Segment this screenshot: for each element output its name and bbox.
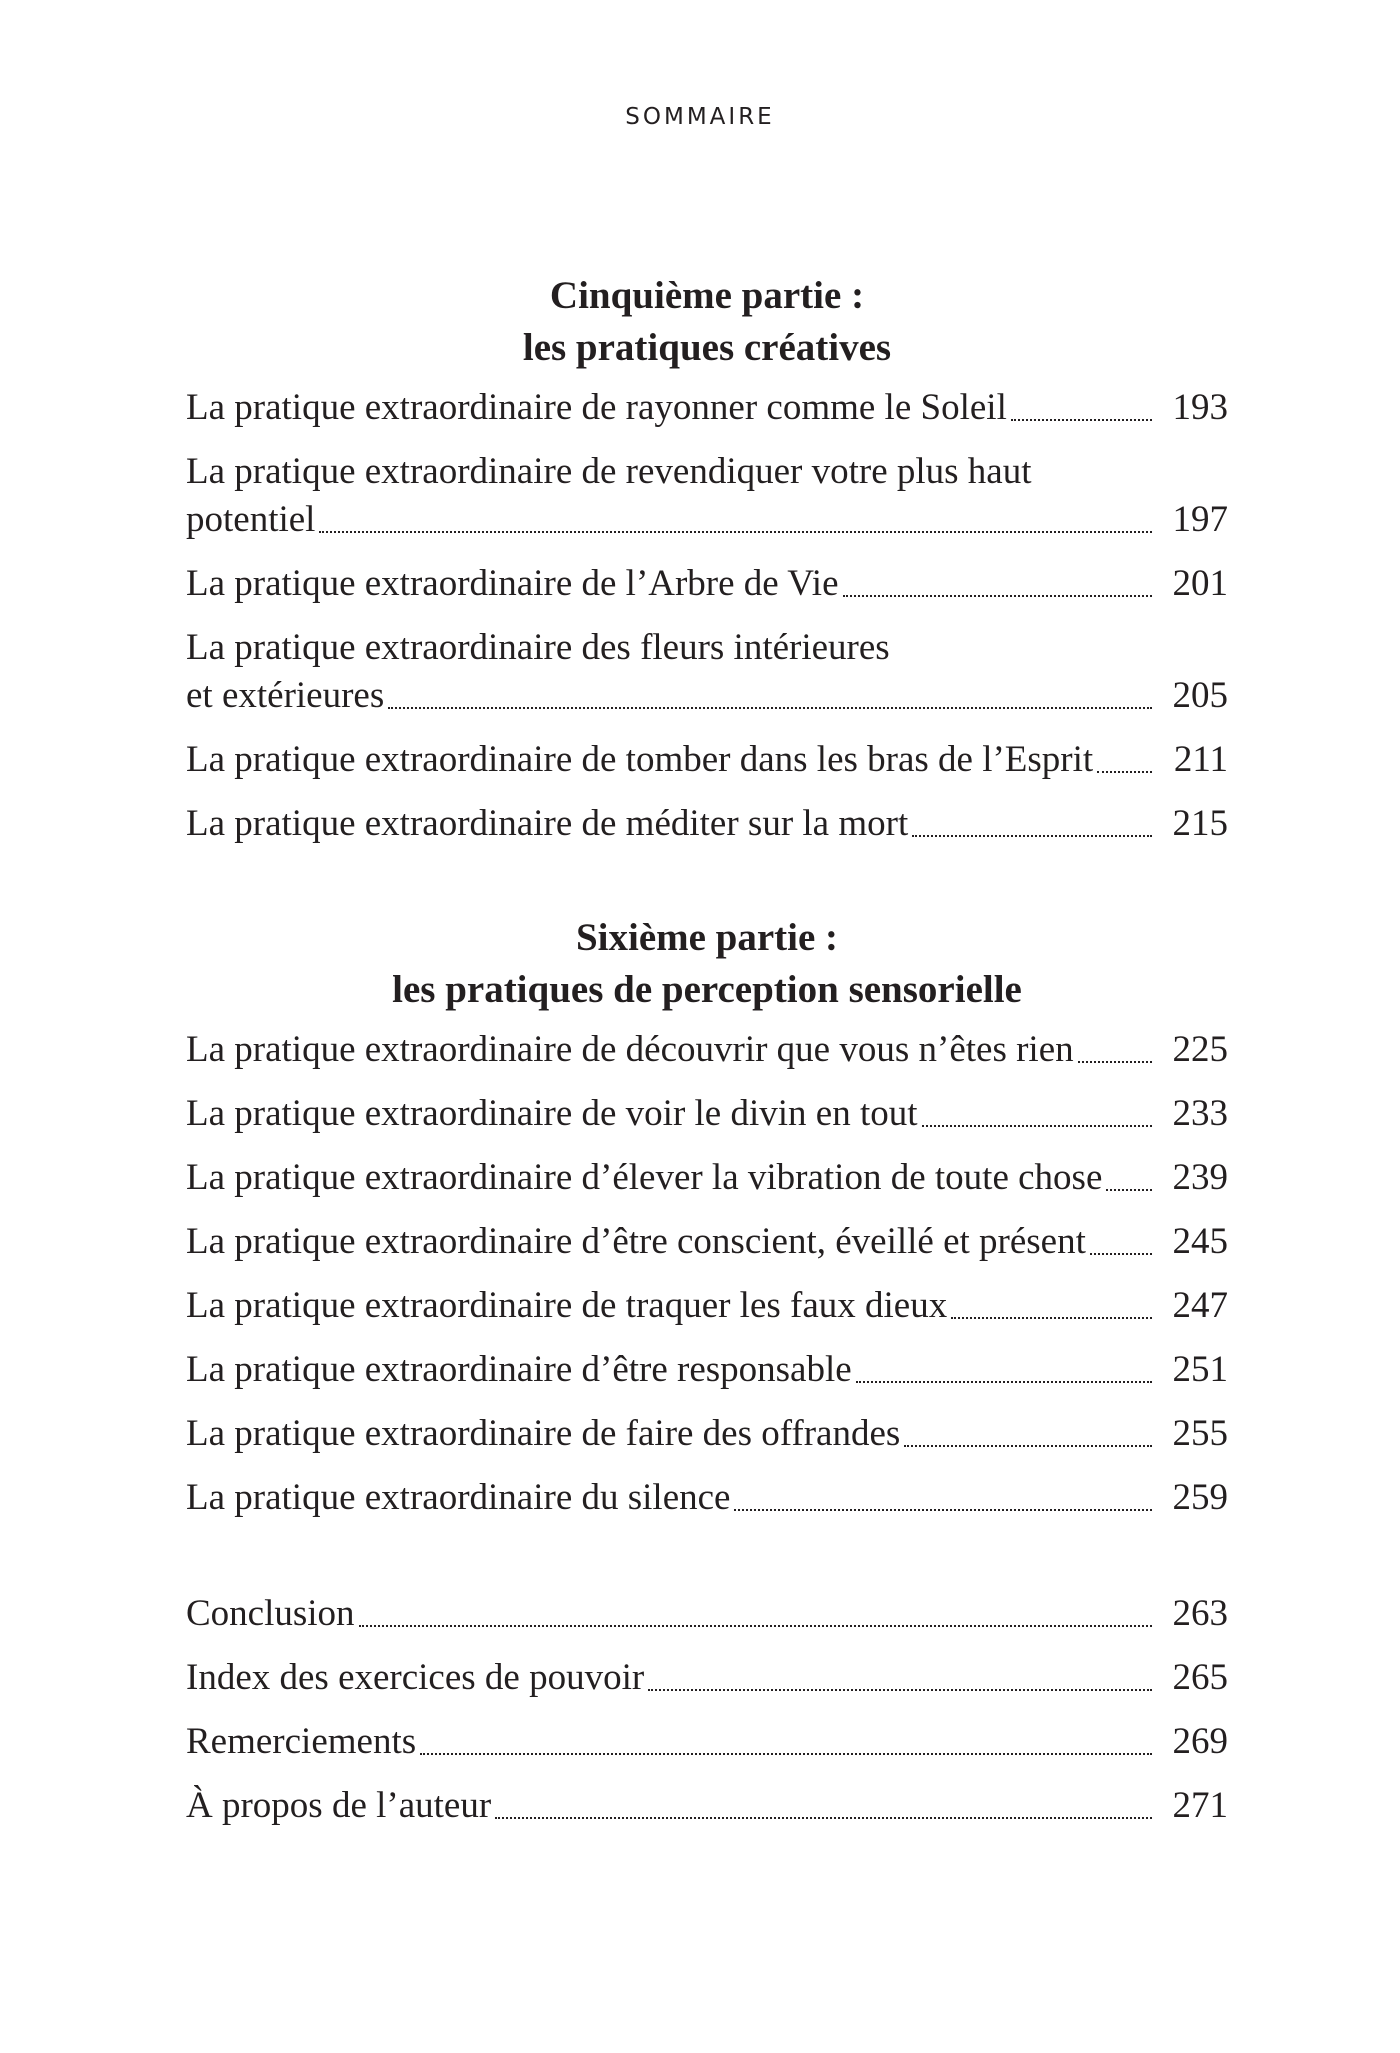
- dot-leader: [648, 1689, 1152, 1691]
- toc-entry-page: 255: [1172, 1413, 1228, 1454]
- toc-entry[interactable]: [186, 1154, 1228, 1202]
- dot-leader: [1011, 419, 1152, 421]
- dot-leader: [420, 1753, 1152, 1755]
- toc-entry[interactable]: [186, 624, 1228, 720]
- toc-entry-page: 225: [1172, 1029, 1228, 1070]
- toc-entry[interactable]: [186, 736, 1228, 784]
- toc-entry-page: 251: [1172, 1349, 1228, 1390]
- toc-entry-title: La pratique extraordinaire de méditer sur la mort: [186, 803, 909, 844]
- toc-entry-title: Remerciements: [186, 1721, 417, 1762]
- toc-entry-page: 245: [1172, 1221, 1228, 1262]
- dot-leader: [1106, 1189, 1152, 1191]
- toc-entry-page: 215: [1172, 803, 1228, 844]
- toc-entry[interactable]: [186, 448, 1228, 544]
- toc-entry-page: 211: [1173, 739, 1228, 780]
- dot-leader: [359, 1625, 1152, 1627]
- toc-entry[interactable]: [186, 1410, 1228, 1458]
- toc-entry-title-line1: La pratique extraordinaire de revendiquer votre plus haut: [186, 451, 1032, 492]
- toc-entry[interactable]: [186, 800, 1228, 848]
- toc-entry[interactable]: [186, 384, 1228, 432]
- dot-leader: [922, 1125, 1152, 1127]
- toc-entry-title: La pratique extraordinaire d’être conscient, éveillé et présent: [186, 1221, 1086, 1262]
- dot-leader: [904, 1445, 1152, 1447]
- toc-entry-page: 263: [1172, 1593, 1228, 1634]
- toc-entry-title: Index des exercices de pouvoir: [186, 1657, 645, 1698]
- toc-entry-page: 247: [1172, 1285, 1228, 1326]
- toc-entry-title: À propos de l’auteur: [186, 1785, 492, 1826]
- toc-entry-title: La pratique extraordinaire de voir le divin en tout: [186, 1093, 918, 1134]
- dot-leader: [319, 531, 1152, 533]
- toc-entry-title: La pratique extraordinaire de traquer les faux dieux: [186, 1285, 948, 1326]
- toc-entry-index[interactable]: [186, 1654, 1228, 1702]
- dot-leader: [843, 595, 1152, 597]
- toc-entry-page: 233: [1172, 1093, 1228, 1134]
- toc-section-6: [186, 912, 1228, 1522]
- toc-entry[interactable]: [186, 1026, 1228, 1074]
- toc-entry-title: La pratique extraordinaire d’élever la vibration de toute chose: [186, 1157, 1103, 1198]
- dot-leader: [495, 1817, 1152, 1819]
- dot-leader: [951, 1317, 1152, 1319]
- toc-entry-page: 205: [1172, 675, 1228, 716]
- toc-entry-page: 193: [1172, 387, 1228, 428]
- toc-entry-title-line2: potentiel: [186, 499, 316, 540]
- toc-entry-title: La pratique extraordinaire de faire des offrandes: [186, 1413, 901, 1454]
- toc-entry-title: La pratique extraordinaire du silence: [186, 1477, 731, 1518]
- toc-entry-title-line1: La pratique extraordinaire des fleurs intérieures: [186, 627, 890, 668]
- dot-leader: [388, 707, 1152, 709]
- toc-entry-conclusion[interactable]: [186, 1590, 1228, 1638]
- toc-entry-page: 239: [1172, 1157, 1228, 1198]
- section-title-line1: Cinquième partie :: [549, 274, 865, 317]
- toc-entry-page: 197: [1172, 499, 1228, 540]
- dot-leader: [912, 835, 1152, 837]
- toc-entry[interactable]: [186, 1346, 1228, 1394]
- toc-entry-page: 269: [1172, 1721, 1228, 1762]
- section-title-line1: Sixième partie :: [575, 916, 839, 959]
- toc-entry-title: Conclusion: [186, 1593, 355, 1634]
- toc-back-matter: [186, 1590, 1228, 1830]
- toc-entry[interactable]: [186, 560, 1228, 608]
- dot-leader: [1097, 771, 1152, 773]
- toc-section-5: [186, 270, 1228, 848]
- dot-leader: [734, 1509, 1152, 1511]
- dot-leader: [1090, 1253, 1152, 1255]
- toc-entry-title: La pratique extraordinaire d’être responsable: [186, 1349, 852, 1390]
- toc-entry-page: 271: [1172, 1785, 1228, 1826]
- toc-entry-page: 259: [1172, 1477, 1228, 1518]
- section-title: [186, 912, 1228, 1016]
- toc-entry-page: 201: [1172, 563, 1228, 604]
- toc-entry[interactable]: [186, 1474, 1228, 1522]
- dot-leader: [856, 1381, 1152, 1383]
- toc-entry[interactable]: [186, 1090, 1228, 1138]
- toc-entry[interactable]: [186, 1218, 1228, 1266]
- dot-leader: [1078, 1061, 1152, 1063]
- section-title-line2: les pratiques créatives: [522, 326, 892, 369]
- toc-entry-title: La pratique extraordinaire de l’Arbre de Vie: [186, 563, 839, 604]
- running-head: SOMMAIRE: [625, 104, 775, 130]
- section-title-line2: les pratiques de perception sensorielle: [392, 968, 1022, 1011]
- toc-entry-remerciements[interactable]: [186, 1718, 1228, 1766]
- section-title: [186, 270, 1228, 374]
- toc-entry-about-author[interactable]: [186, 1782, 1228, 1830]
- toc-entry-title: La pratique extraordinaire de découvrir que vous n’êtes rien: [186, 1029, 1074, 1070]
- toc-entry-title-line2: et extérieures: [186, 675, 385, 716]
- toc-entry-page: 265: [1172, 1657, 1228, 1698]
- toc-entry-title: La pratique extraordinaire de rayonner comme le Soleil: [186, 387, 1007, 428]
- toc-entry[interactable]: [186, 1282, 1228, 1330]
- toc-entry-title: La pratique extraordinaire de tomber dans les bras de l’Esprit: [186, 739, 1094, 780]
